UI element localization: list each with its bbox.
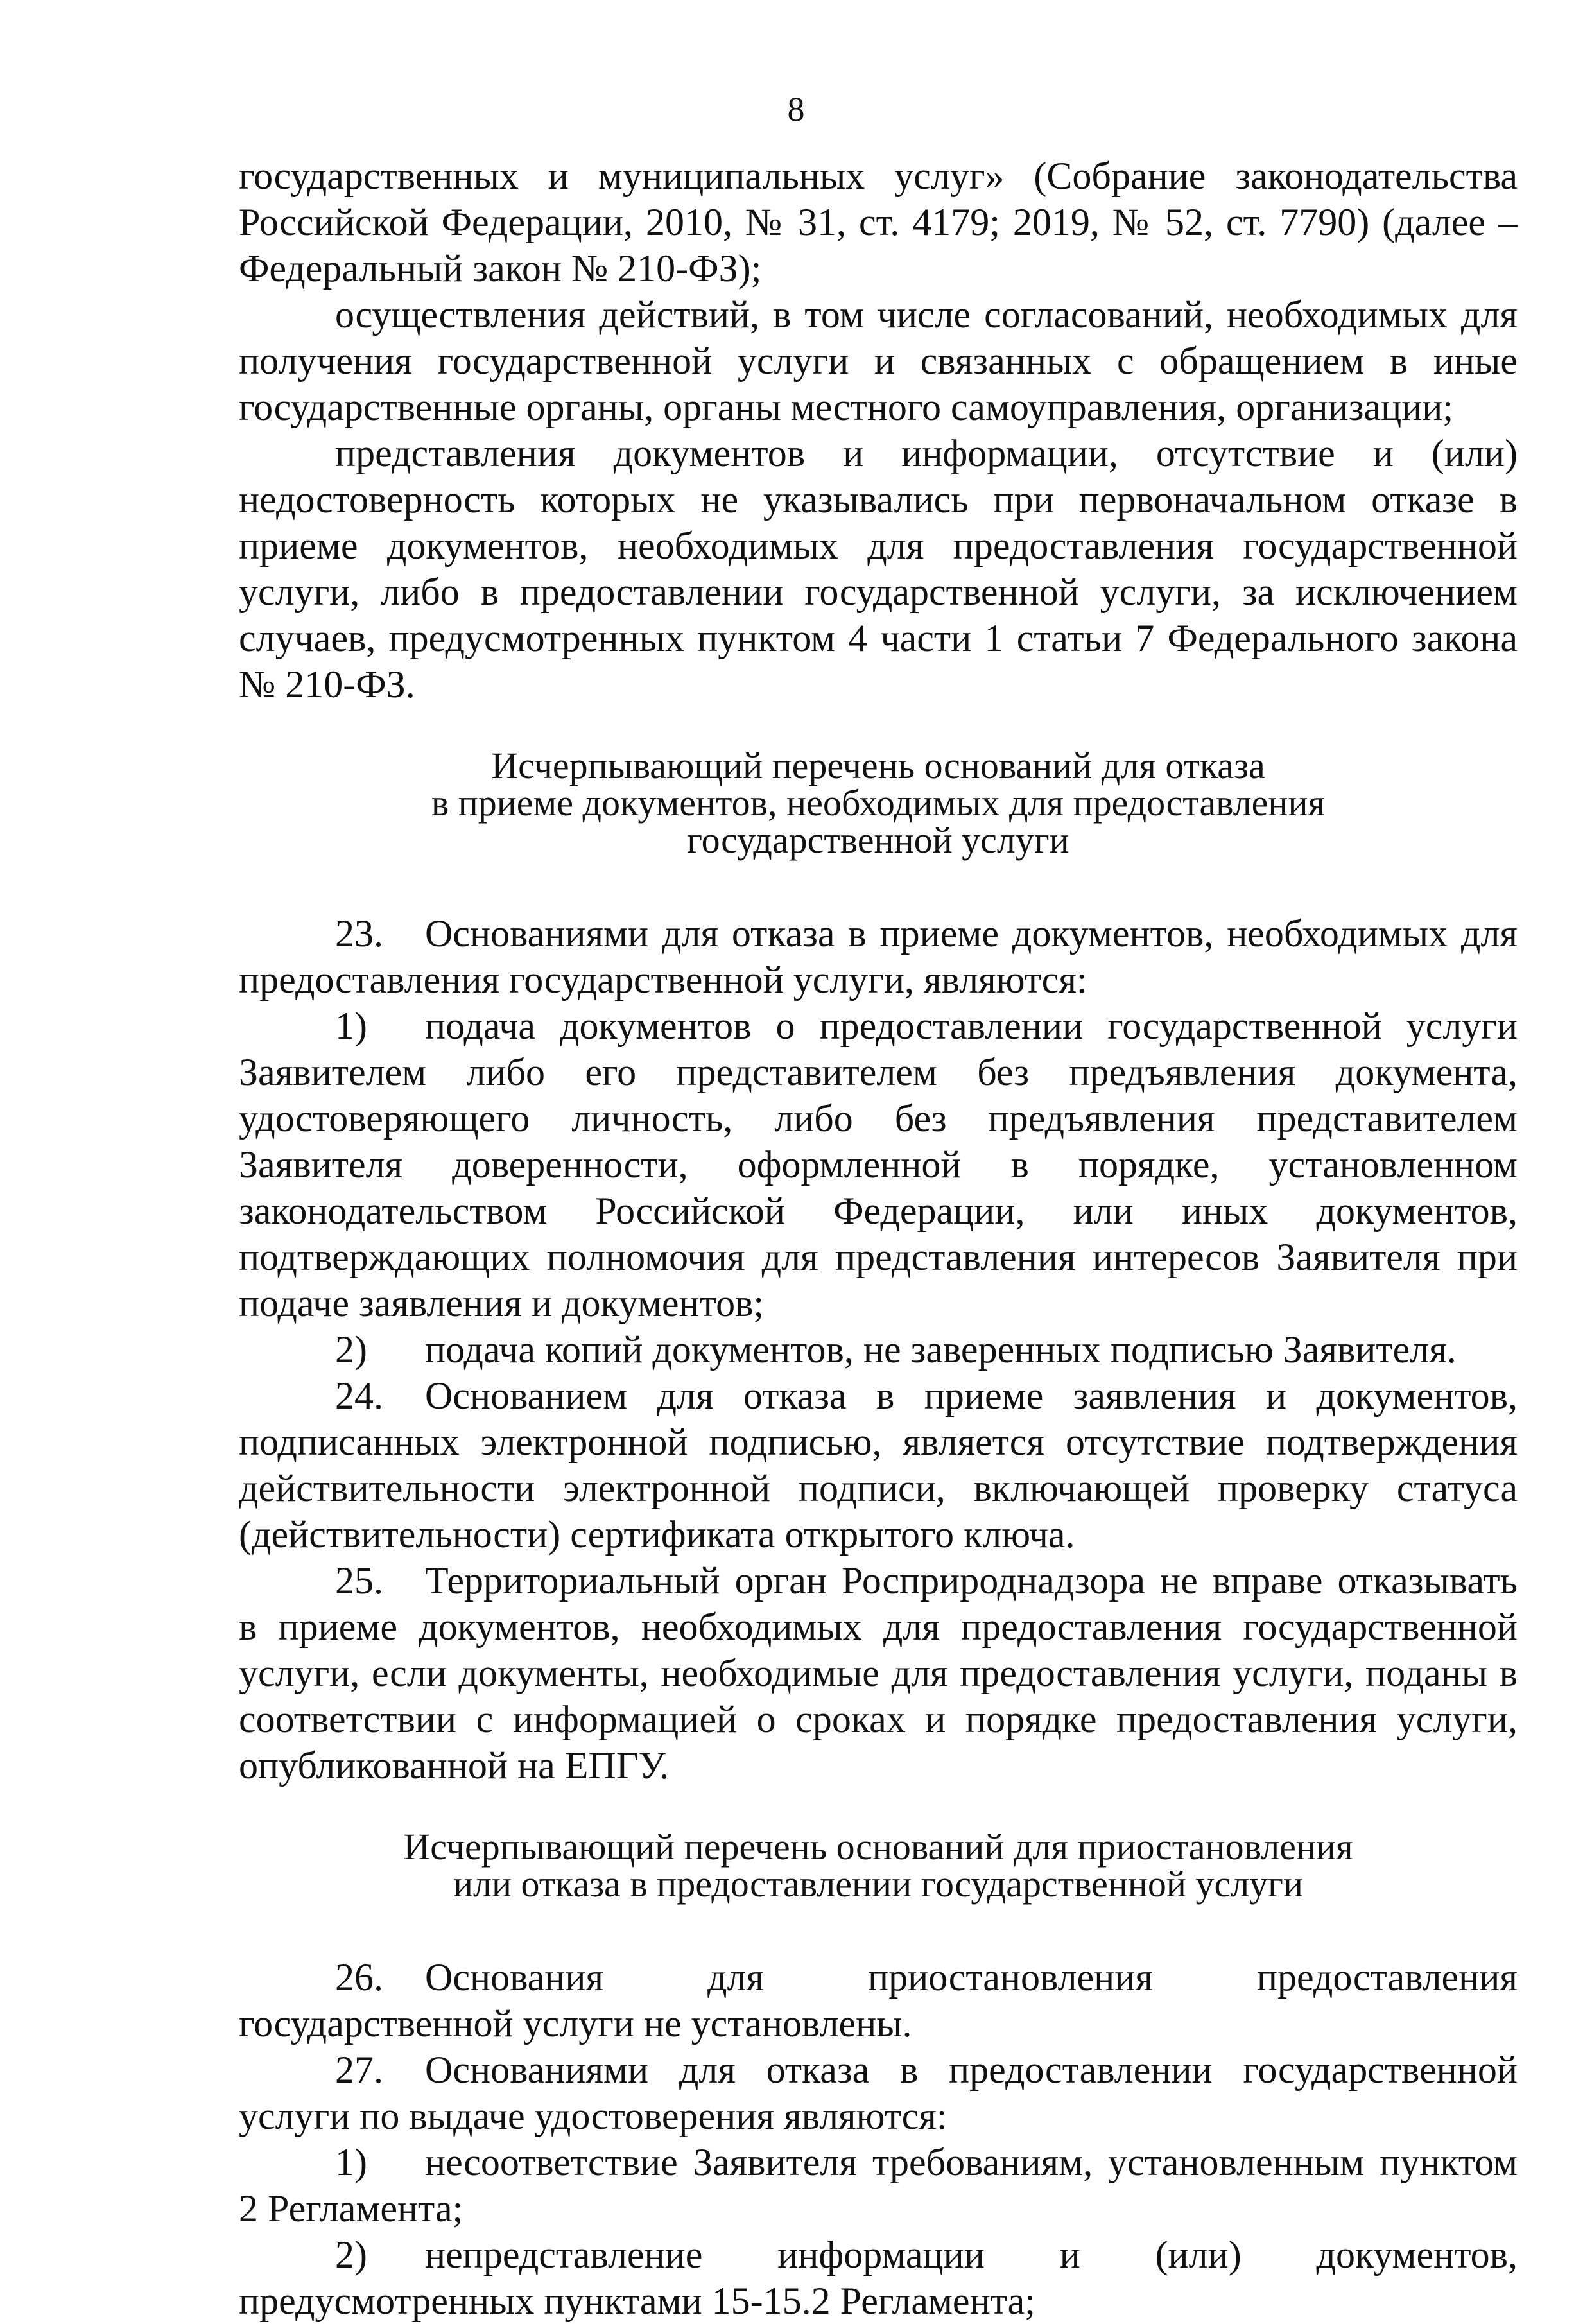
heading-line: или отказа в предоставлении государственной услуги <box>453 1863 1303 1905</box>
spacer <box>239 859 1518 910</box>
spacer <box>239 1903 1518 1954</box>
clause-text: подача копий документов, не заверенных подписью Заявителя. <box>425 1328 1457 1371</box>
document-body <box>239 153 1518 2324</box>
clause-text: Основания для приостановления предоставления государственной услуги не установлены. <box>239 1956 1518 2045</box>
section-heading-suspension-refusal <box>239 1828 1518 1903</box>
spacer <box>239 1789 1518 1828</box>
clause-26 <box>239 1954 1518 2047</box>
clause-number: 25. <box>335 1559 383 1602</box>
clause-27 <box>239 2047 1518 2139</box>
heading-line: Исчерпывающий перечень оснований для приостановления <box>403 1826 1353 1868</box>
clause-number: 27. <box>335 2049 383 2091</box>
page-number: 8 <box>787 90 805 128</box>
clause-number: 24. <box>335 1374 383 1417</box>
clause-text: несоответствие Заявителя требованиям, установленным пунктом 2 Регламента; <box>239 2141 1518 2230</box>
clause-text: Основаниями для отказа в приеме документов, необходимых для предоставления государственной услуги, являются: <box>239 912 1518 1001</box>
clause-number: 1) <box>335 1005 367 1047</box>
intro-paragraph-1: государственных и муниципальных услуг» (Собрание законодательства Российской Федерации, 2010, № 31, ст. 4179; 2019, № 52, ст. 7790) (далее – Федеральный закон № 210-ФЗ); <box>239 155 1518 290</box>
clause-number: 2) <box>335 2233 367 2276</box>
clause-text: Основанием для отказа в приеме заявления и документов, подписанных электронной подписью, является отсутствие подтверждения действительности электронной подписи, включающей проверку статуса (действительности) сертификата открытого ключа. <box>239 1374 1518 1556</box>
clause-27-2 <box>239 2232 1518 2324</box>
clause-27-1 <box>239 2139 1518 2232</box>
clause-text: Основаниями для отказа в предоставлении государственной услуги по выдаче удостоверения являются: <box>239 2049 1518 2137</box>
clause-23 <box>239 910 1518 1003</box>
clause-25 <box>239 1557 1518 1789</box>
section-heading-refusal-acceptance <box>239 747 1518 859</box>
clause-text: подача документов о предоставлении государственной услуги Заявителем либо его представителем без предъявления документа, удостоверяющего личность, либо без предъявления представителем Заявителя доверенности, оформленной в порядке, установленном законодательством Российской Федерации, или иных документов, подтверждающих полномочия для представления интересов Заявителя при подаче заявления и документов; <box>239 1005 1518 1324</box>
clause-number: 23. <box>335 912 383 955</box>
heading-line: Исчерпывающий перечень оснований для отказа <box>491 745 1265 786</box>
spacer <box>239 707 1518 747</box>
heading-line: государственной услуги <box>687 819 1069 861</box>
intro-paragraph-3: представления документов и информации, отсутствие и (или) недостоверность которых не указывались при первоначальном отказе в приеме документов, необходимых для предоставления государственной услуги, либо в предоставлении государственной услуги, за исключением случаев, предусмотренных пунктом 4 части 1 статьи 7 Федерального закона № 210-ФЗ. <box>239 432 1518 706</box>
clause-number: 2) <box>335 1328 367 1371</box>
intro-paragraph-2: осуществления действий, в том числе согласований, необходимых для получения государственной услуги и связанных с обращением в иные государственные органы, органы местного самоуправления, организации; <box>239 293 1518 428</box>
clause-23-1 <box>239 1003 1518 1326</box>
clause-number: 1) <box>335 2141 367 2183</box>
clause-24 <box>239 1373 1518 1557</box>
clause-text: непредставление информации и (или) документов, предусмотренных пунктами 15-15.2 Регламента; <box>239 2233 1518 2322</box>
heading-line: в приеме документов, необходимых для предоставления <box>431 782 1326 824</box>
clause-text: Территориальный орган Росприроднадзора не вправе отказывать в приеме документов, необходимых для предоставления государственной услуги, если документы, необходимые для предоставления услуги, поданы в соответствии с информацией о сроках и порядке предоставления услуги, опубликованной на ЕПГУ. <box>239 1559 1518 1787</box>
clause-23-2 <box>239 1326 1518 1373</box>
clause-number: 26. <box>335 1956 383 1999</box>
